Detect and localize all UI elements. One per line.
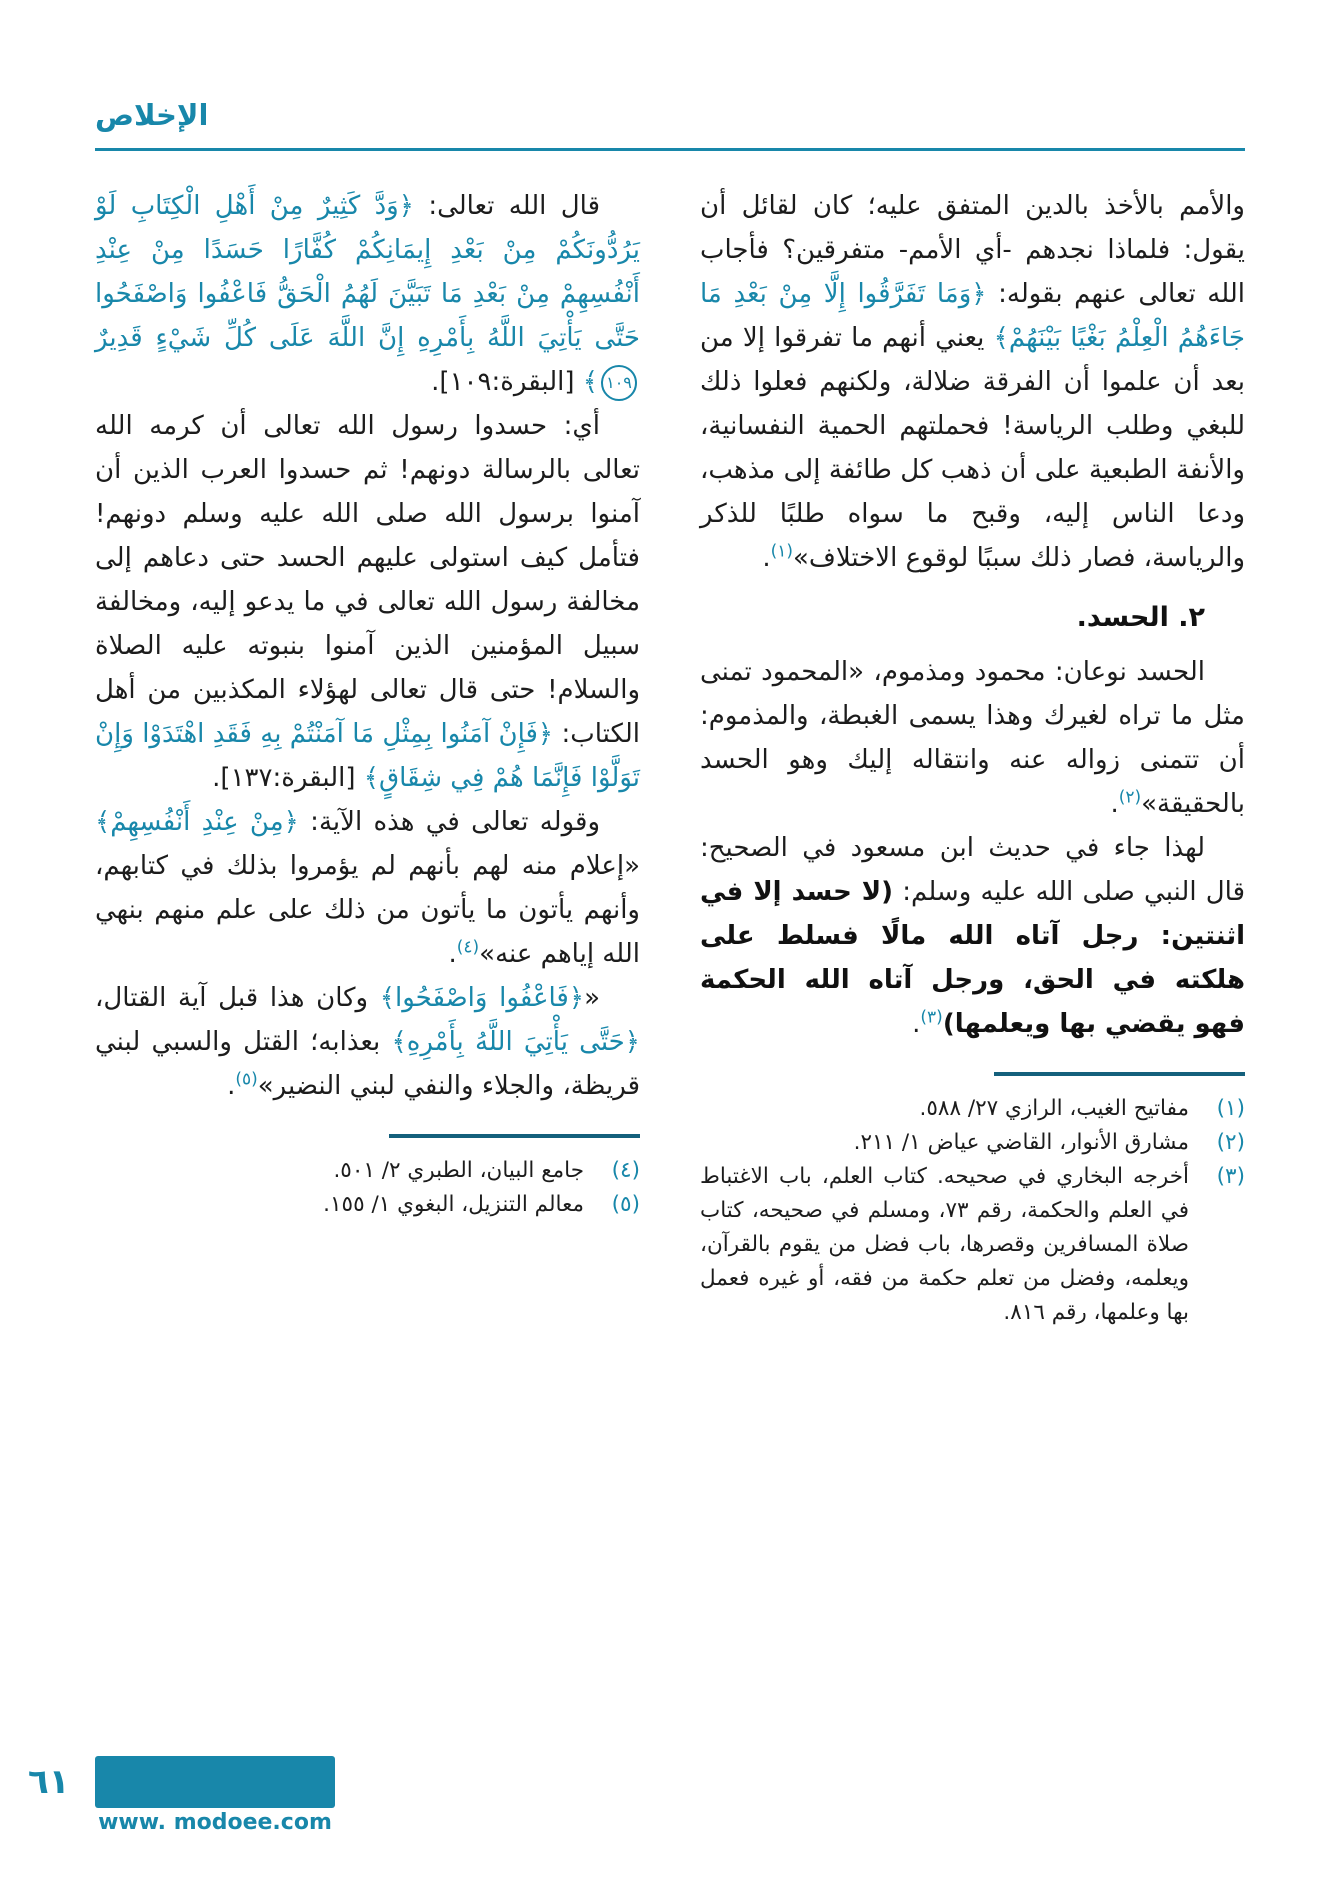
hadith-text: ٢. الحسد. [1076, 602, 1205, 633]
footnote-text: أخرجه البخاري في صحيحه. كتاب العلم، باب الاغتباط في العلم والحكمة، رقم ٧٣، ومسلم في صحيحه، كتاب صلاة المسافرين وقصرها، باب فضل من يقوم بالقرآن، ويعلمه، وفضل من تعلم حكمة من فقه، أو غيره فعمل بها وعلمها، رقم ٨١٦. [700, 1164, 1189, 1325]
body-text: أي: حسدوا رسول الله تعالى أن كرمه الله تعالى بالرسالة دونهم! ثم حسدوا العرب الذين أن آمنوا برسول الله صلى الله عليه وسلم دونهم! فتأمل كيف استولى عليهم الحسد حتى دعاهم إلى مخالفة رسول الله تعالى في ما يدعو إليه، ومخالفة سبيل المؤمنين الذين آمنوا بنبوته عليه الصلاة والسلام! حتى قال تعالى لهؤلاء المكذبين من أهل الكتاب: [95, 411, 640, 749]
footnote-text: مشارق الأنوار، القاضي عياض ١/ ٢١١. [853, 1130, 1189, 1155]
footnote [95, 1154, 640, 1188]
footnote-separator [994, 1072, 1245, 1076]
body-text: لهذا جاء في حديث ابن مسعود في الصحيح: قال النبي صلى الله عليه وسلم: [700, 833, 1245, 907]
body-text: « [584, 983, 600, 1013]
body-text: . [762, 543, 771, 573]
paragraph [95, 184, 640, 404]
paragraph [95, 976, 640, 1108]
right-column-text [700, 184, 1245, 1046]
paragraph [700, 650, 1245, 826]
left-column [95, 184, 640, 1222]
body-text: «إعلام منه لهم بأنهم لم يؤمروا بذلك في كتابهم، وأنهم يأتون ما يأتون من ذلك على علم منهم بنهي الله إياهم عنه» [95, 851, 640, 969]
header-rule [95, 148, 1245, 151]
right-column-footnotes [700, 1092, 1245, 1330]
footnote-text: جامع البيان، الطبري ٢/ ٥٠١. [333, 1158, 584, 1183]
paragraph [95, 800, 640, 976]
left-column-footnotes [95, 1154, 640, 1222]
footnote-ref: (٣) [920, 1007, 943, 1028]
footnote-text: معالم التنزيل، البغوي ١/ ١٥٥. [323, 1192, 584, 1217]
page-number: ٦١ [28, 1762, 70, 1802]
body-text: . [912, 1009, 921, 1039]
body-text: . [1110, 789, 1119, 819]
footnote-ref: (٥) [235, 1069, 258, 1090]
quran-verse: ﴿وَدَّ كَثِيرٌ مِنْ أَهْلِ الْكِتَابِ لَوْ يَرُدُّونَكُمْ مِنْ بَعْدِ إِيمَانِكُمْ كُفَّارًا حَسَدًا مِنْ عِنْدِ أَنْفُسِهِمْ مِنْ بَعْدِ مَا تَبَيَّنَ لَهُمُ الْحَقُّ فَاعْفُوا وَاصْفَحُوا حَتَّى يَأْتِيَ اللَّهُ بِأَمْرِهِ إِنَّ اللَّهَ عَلَى كُلِّ شَيْءٍ قَدِيرٌ [95, 191, 640, 353]
footnote-ref: (٤) [456, 937, 480, 958]
quran-verse: ﴿وَمَا تَفَرَّقُوا إِلَّا مِنْ بَعْدِ مَا جَاءَهُمُ الْعِلْمُ بَغْيًا بَيْنَهُمْ﴾ [700, 279, 1245, 353]
content-area [95, 184, 1245, 1330]
body-text: الحسد نوعان: محمود ومذموم، «المحمود تمنى مثل ما تراه لغيرك وهذا يسمى الغبطة، والمذموم: أن تتمنى زواله عنه وانتقاله إليك وهو الحسد بالحقيقة» [700, 657, 1245, 819]
body-text: . [227, 1071, 236, 1101]
footnote-number: (٤) [611, 1158, 640, 1183]
footnote-number: (٣) [1216, 1164, 1245, 1189]
footnote-text: مفاتيح الغيب، الرازي ٢٧/ ٥٨٨. [919, 1096, 1189, 1121]
section-heading [700, 596, 1245, 640]
footnote [700, 1160, 1245, 1330]
footnote-ref: (١) [770, 541, 794, 562]
footnote [95, 1188, 640, 1222]
quran-verse: ﴿فَاعْفُوا وَاصْفَحُوا﴾ [379, 983, 585, 1013]
body-text: والأمم بالأخذ بالدين المتفق عليه؛ كان لقائل أن يقول: فلماذا نجدهم -أي الأمم- متفرقين؟ فأجاب الله تعالى عنهم بقوله: [700, 191, 1245, 309]
footnote-number: (٥) [611, 1192, 640, 1217]
footer-accent-bar [95, 1756, 335, 1808]
page-title: الإخلاص [95, 98, 209, 132]
body-text: قال الله تعالى: [413, 191, 600, 221]
quran-verse: ﴿حَتَّى يَأْتِيَ اللَّهُ بِأَمْرِهِ﴾ [391, 1027, 640, 1057]
footnote-ref: (٢) [1118, 787, 1142, 808]
paragraph [700, 826, 1245, 1046]
ayah-number: ١٠٩ [601, 365, 637, 401]
paragraph [700, 184, 1245, 580]
hadith-text: (لا حسد إلا في اثنتين: رجل آتاه الله مالًا فسلط على هلكته في الحق، ورجل آتاه الله الحكمة فهو يقضي بها ويعلمها) [700, 877, 1245, 1039]
body-text: [البقرة:١٠٩]. [431, 367, 583, 397]
left-column-text [95, 184, 640, 1108]
quran-verse: ﴾ [582, 367, 598, 397]
right-column [700, 184, 1245, 1330]
footnote-number: (٢) [1216, 1130, 1245, 1155]
body-text: . [448, 939, 457, 969]
body-text: [البقرة:١٣٧]. [212, 763, 364, 793]
body-text: بعذابه؛ القتل والسبي لبني قريظة، والجلاء والنفي لبني النضير» [95, 1027, 640, 1101]
body-text: وكان هذا قبل آية القتال، [95, 983, 380, 1013]
paragraph [95, 404, 640, 800]
footnote-separator [389, 1134, 640, 1138]
footnote-number: (١) [1216, 1096, 1245, 1121]
quran-verse: ﴿مِنْ عِنْدِ أَنْفُسِهِمْ﴾ [95, 807, 299, 837]
quran-verse: ﴿فَإِنْ آمَنُوا بِمِثْلِ مَا آمَنْتُمْ بِهِ فَقَدِ اهْتَدَوْا وَإِنْ تَوَلَّوْا فَإِنَّمَا هُمْ فِي شِقَاقٍ﴾ [95, 719, 640, 793]
footnote [700, 1092, 1245, 1126]
footnote [700, 1126, 1245, 1160]
body-text: يعني أنهم ما تفرقوا إلا من بعد أن علموا أن الفرقة ضلالة، ولكنهم فعلوا ذلك للبغي وطلب الرياسة! فحملتهم الحمية النفسانية، والأنفة الطبعية على أن ذهب كل طائفة إلى مذهب، ودعا الناس إليه، وقبح ما سواه طلبًا للذكر والرياسة، فصار ذلك سببًا لوقوع الاختلاف» [700, 323, 1245, 573]
body-text: وقوله تعالى في هذه الآية: [298, 807, 600, 837]
website-text: www. modoee.com [98, 1810, 332, 1835]
